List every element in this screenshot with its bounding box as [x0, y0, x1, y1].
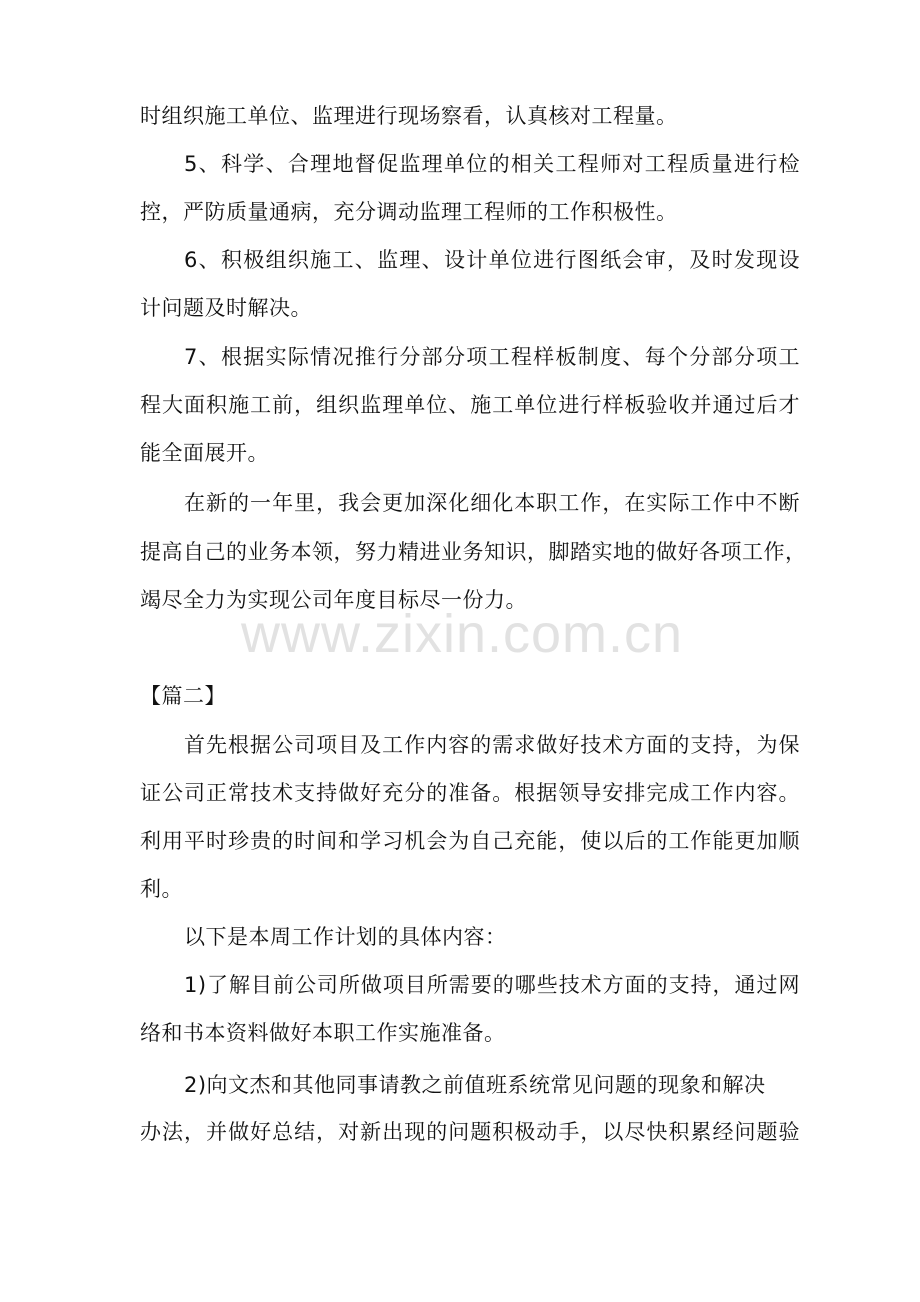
section-heading: 【篇二】	[140, 684, 226, 708]
text-line: 利用平时珍贵的时间和学习机会为自己充能，使以后的工作能更加顺	[140, 829, 800, 853]
text-line: 首先根据公司项目及工作内容的需求做好技术方面的支持，为保	[184, 733, 800, 757]
text-line: 以下是本周工作计划的具体内容：	[184, 925, 507, 949]
text-line: 证公司正常技术支持做好充分的准备。根据领导安排完成工作内容。	[140, 781, 800, 805]
text-line: 2)向文杰和其他同事请教之前值班系统常见问题的现象和解决	[184, 1073, 766, 1097]
text-line: 7、根据实际情况推行分部分项工程样板制度、每个分部分项工	[184, 345, 800, 369]
text-line: 办法，并做好总结，对新出现的问题积极动手，以尽快积累经问题验	[140, 1120, 800, 1144]
text-line: 提高自己的业务本领，努力精进业务知识，脚踏实地的做好各项工作，	[140, 540, 807, 564]
watermark: www.zixin.com.cn	[240, 604, 684, 664]
text-line: 1)了解目前公司所做项目所需要的哪些技术方面的支持，通过网	[184, 973, 800, 997]
text-line: 程大面积施工前，组织监理单位、施工单位进行样板验收并通过后才	[140, 393, 800, 417]
text-line: 竭尽全力为实现公司年度目标尽一份力。	[140, 588, 527, 612]
text-line: 络和书本资料做好本职工作实施准备。	[140, 1021, 506, 1045]
text-line: 5、科学、合理地督促监理单位的相关工程师对工程质量进行检	[184, 152, 800, 176]
text-line: 6、积极组织施工、监理、设计单位进行图纸会审，及时发现设	[184, 248, 800, 272]
text-line: 时组织施工单位、监理进行现场察看，认真核对工程量。	[140, 104, 678, 128]
text-line: 计问题及时解决。	[140, 296, 312, 320]
text-line: 能全面展开。	[140, 441, 269, 465]
text-line: 控，严防质量通病，充分调动监理工程师的工作积极性。	[140, 200, 678, 224]
text-line: 在新的一年里，我会更加深化细化本职工作，在实际工作中不断	[184, 491, 800, 515]
text-line: 利。	[140, 877, 183, 901]
